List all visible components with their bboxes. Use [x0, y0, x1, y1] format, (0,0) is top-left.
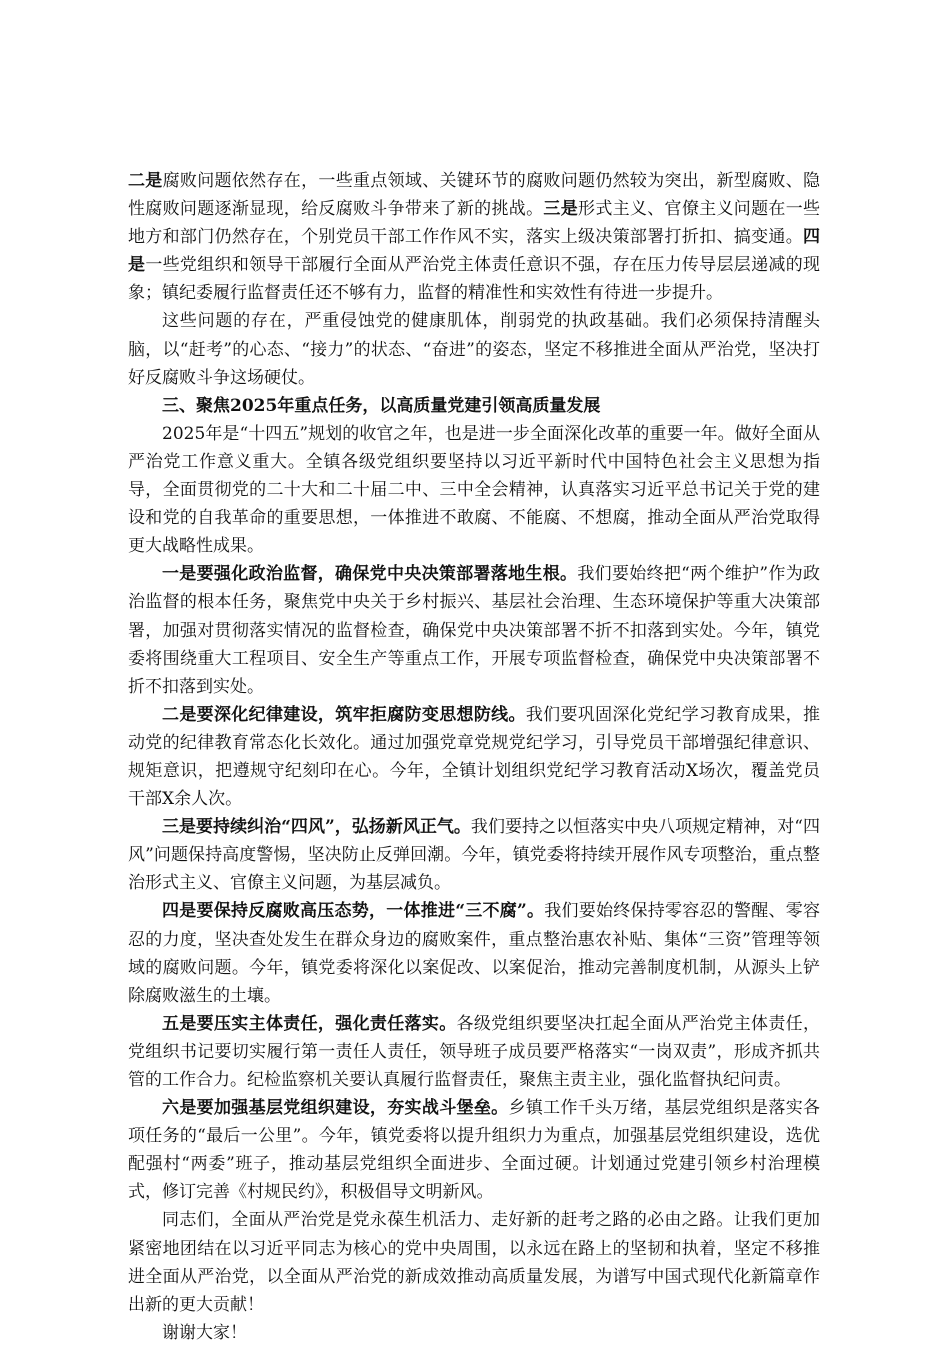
paragraph-thanks [128, 1319, 820, 1347]
paragraph-2025-intro [128, 420, 820, 560]
task-six-text: 乡镇工作千头万绪，基层党组织是落实各项任务的“最后一公里”。今年，镇党委将以提升组织力为重点，加强基层党组织建设，选优配强村“两委”班子，推动基层党组织全面进步、全面过硬。计划通过党建引领乡村治理模式，修订完善《村规民约》，积极倡导文明新风。 [128, 1098, 821, 1203]
point-two-label: 二是 [128, 171, 163, 191]
task-one-title: 一是要强化政治监督，确保党中央决策部署落地生根。 [162, 564, 578, 585]
task-three-title: 三是要持续纠治“四风”，弘扬新风正气。 [162, 817, 471, 838]
problems-summary-text: 这些问题的存在，严重侵蚀党的健康肌体，削弱党的执政基础。我们必须保持清醒头脑，以“赶考”的心态、“接力”的状态、“奋进”的姿态，坚定不移推进全面从严治党，坚决打好反腐败斗争这场硬仗。 [128, 311, 820, 388]
task-five-text: 各级党组织要坚决扛起全面从严治党主体责任，党组织书记要切实履行第一责任人责任，领导班子成员要严格落实“一岗双责”，形成齐抓共管的工作合力。纪检监察机关要认真履行监督责任，聚焦主责主业，强化监督执纪问责。 [128, 1013, 821, 1090]
paragraph-task-six [128, 1094, 820, 1206]
paragraph-problems-continued [128, 167, 820, 307]
paragraph-task-two [128, 701, 820, 813]
paragraph-task-three [128, 813, 820, 897]
point-three-label: 三是 [543, 199, 579, 220]
point-three-text: 形式主义、官僚主义问题在一些地方和部门仍然存在，个别党员干部工作作风不实，落实上级决策部署打折扣、搞变通。 [128, 199, 821, 248]
task-six-title: 六是要加强基层党组织建设，夯实战斗堡垒。 [162, 1098, 509, 1119]
paragraph-task-five [128, 1010, 820, 1094]
paragraph-problems-summary [128, 307, 820, 391]
task-four-text: 我们要始终保持零容忍的警醒、零容忍的力度，坚决查处发生在群众身边的腐败案件，重点整治惠农补贴、集体“三资”管理等领域的腐败问题。今年，镇党委将深化以案促改、以案促治，推动完善制度机制，从源头上铲除腐败滋生的土壤。 [128, 901, 821, 1006]
point-four-label: 四是 [128, 227, 820, 276]
closing-text: 同志们，全面从严治党是党永葆生机活力、走好新的赶考之路的必由之路。让我们更加紧密地团结在以习近平同志为核心的党中央周围，以永远在路上的坚韧和执着，坚定不移推进全面从严治党，以全面从严治党的新成效推动高质量发展，为谱写中国式现代化新篇章作出新的更大贡献！ [128, 1210, 820, 1315]
task-five-title: 五是要压实主体责任，强化责任落实。 [162, 1013, 457, 1034]
task-two-title: 二是要深化纪律建设，筑牢拒腐防变思想防线。 [162, 704, 526, 725]
point-two-text: 腐败问题依然存在，一些重点领域、关键环节的腐败问题仍然较为突出，新型腐败、隐性腐败问题逐渐显现，给反腐败斗争带来了新的挑战。 [128, 171, 821, 220]
thanks-text: 谢谢大家！ [162, 1322, 247, 1343]
section-heading-text: 三、聚焦2025年重点任务，以高质量党建引领高质量发展 [162, 395, 601, 416]
task-one-text: 我们要始终把“两个维护”作为政治监督的根本任务，聚焦党中央关于乡村振兴、基层社会治理、生态环境保护等重大决策部署，加强对贯彻落实情况的监督检查，确保党中央决策部署不折不扣落到实处。今年，镇党委将围绕重大工程项目、安全生产等重点工作，开展专项监督检查，确保党中央决策部署不折不扣落到实处。 [128, 564, 821, 697]
document-body [128, 167, 820, 1347]
paragraph-task-four [128, 897, 820, 1009]
point-four-text: 一些党组织和领导干部履行全面从严治党主体责任意识不强，存在压力传导层层递减的现象；镇纪委履行监督责任还不够有力，监督的精准性和实效性有待进一步提升。 [128, 255, 821, 304]
intro-2025-text: 2025年是“十四五”规划的收官之年，也是进一步全面深化改革的重要一年。做好全面从严治党工作意义重大。全镇各级党组织要坚持以习近平新时代中国特色社会主义思想为指导，全面贯彻党的二十大和二十届二中、三中全会精神，认真落实习近平总书记关于党的建设和党的自我革命的重要思想，一体推进不敢腐、不能腐、不想腐，推动全面从严治党取得更大战略性成果。 [128, 423, 820, 557]
task-four-title: 四是要保持反腐败高压态势，一体推进“三不腐”。 [162, 901, 545, 922]
task-two-text: 我们要巩固深化党纪学习教育成果，推动党的纪律教育常态化长效化。通过加强党章党规党纪学习，引导党员干部增强纪律意识、规矩意识，把遵规守纪刻印在心。今年，全镇计划组织党纪学习教育活动X场次，覆盖党员干部X余人次。 [128, 704, 821, 810]
section-heading-three [128, 392, 820, 420]
task-three-text: 我们要持之以恒落实中央八项规定精神，对“四风”问题保持高度警惕，坚决防止反弹回潮。今年，镇党委将持续开展作风专项整治，重点整治形式主义、官僚主义问题，为基层减负。 [128, 817, 820, 894]
paragraph-task-one [128, 560, 820, 700]
paragraph-closing [128, 1206, 820, 1318]
